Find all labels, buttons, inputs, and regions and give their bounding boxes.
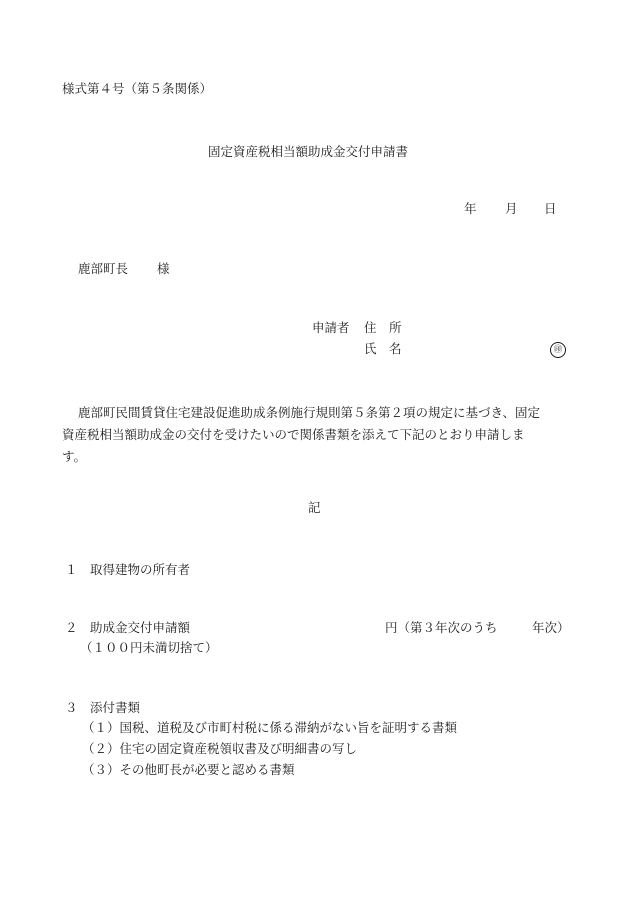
item-2-number: ２: [65, 620, 78, 635]
item-3-sub-2: （２）住宅の固定資産税領収書及び明細書の写し: [82, 741, 358, 756]
item-2-year-suffix: 年次）: [532, 620, 570, 635]
item-1-label: 取得建物の所有者: [90, 562, 191, 577]
body-paragraph: [62, 402, 582, 468]
item-3-number: ３: [65, 700, 78, 715]
page-title: 固定資産税相当額助成金交付申請書: [208, 144, 409, 159]
ki-heading: 記: [308, 500, 321, 515]
body-line: す。: [62, 449, 87, 464]
applicant-name-label: 氏 名: [364, 341, 402, 356]
seal-mark: ㊞: [550, 342, 566, 358]
date-month: 月: [505, 201, 518, 216]
date-year: 年: [464, 201, 477, 216]
date-day: 日: [544, 201, 557, 216]
addressee-honorific: 様: [157, 261, 170, 276]
item-3-label: 添付書類: [90, 700, 141, 715]
addressee-name: 鹿部町長: [78, 261, 129, 276]
body-line: 鹿部町民間賃貸住宅建設促進助成条例施行規則第５条第２項の規定に基づき、固定: [78, 405, 541, 420]
form-number: 様式第４号（第５条関係）: [62, 81, 213, 96]
applicant-label: 申請者: [312, 320, 350, 335]
item-3-sub-3: （３）その他町長が必要と認める書類: [82, 762, 295, 777]
item-1-number: １: [65, 562, 78, 577]
item-3-sub-1: （１）国税、道税及び市町村税に係る滞納がない旨を証明する書類: [82, 720, 458, 735]
item-2-note: （１００円未満切捨て）: [80, 640, 218, 655]
applicant-address-label: 住 所: [364, 320, 402, 335]
body-line: 資産税相当額助成金の交付を受けたいので関係書類を添えて下記のとおり申請しま: [62, 427, 525, 442]
item-2-yen: 円（第３年次のうち: [385, 620, 498, 635]
item-2-label: 助成金交付申請額: [90, 620, 191, 635]
